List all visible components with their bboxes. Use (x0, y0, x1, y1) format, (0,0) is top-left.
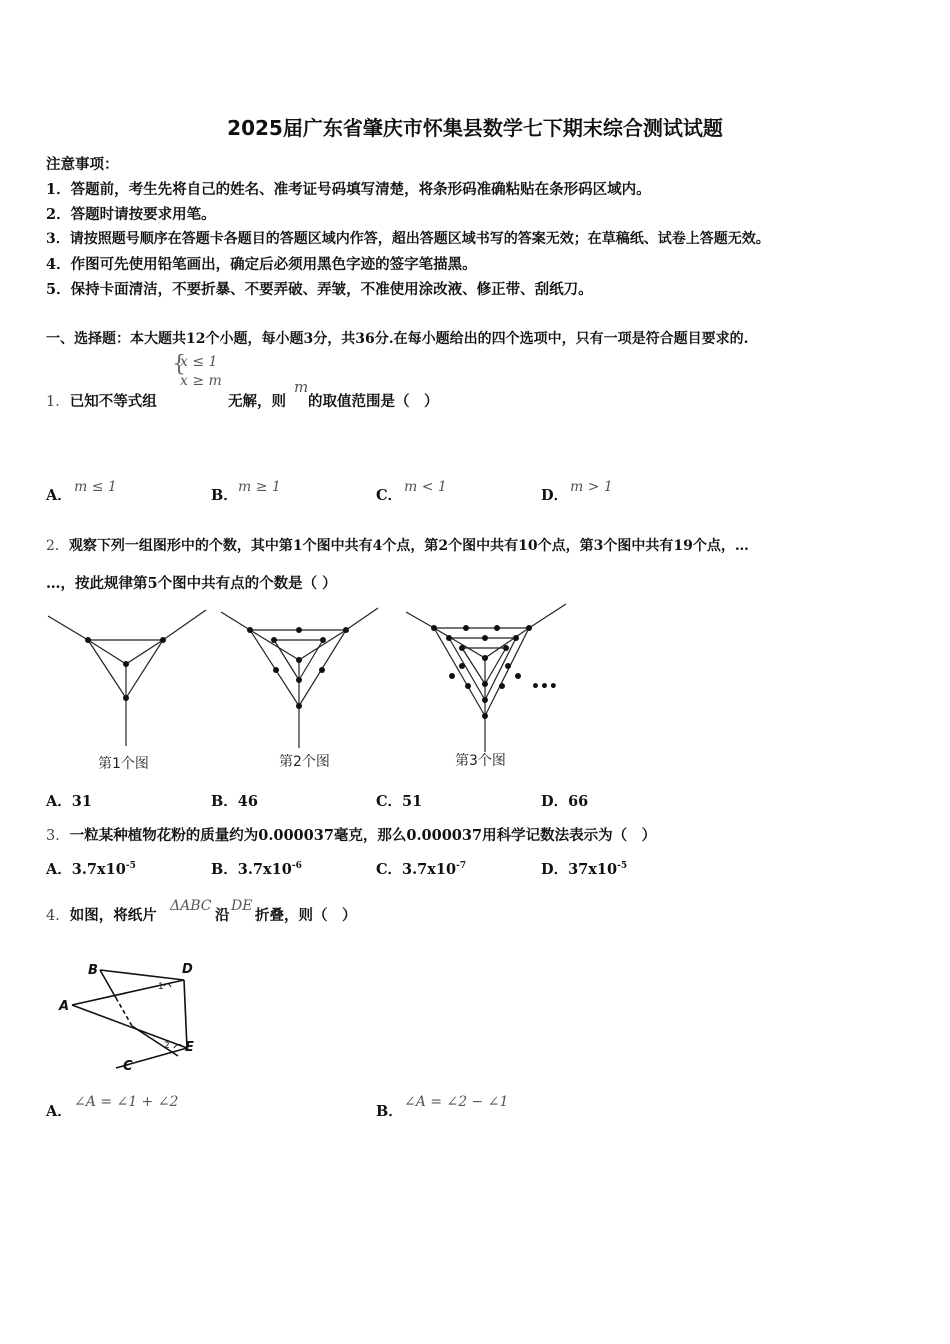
question-number: 3． (46, 828, 70, 844)
notice-item: 1．答题前，考生先将自己的姓名、准考证号码填写清楚，将条形码准确粘贴在条形码区域内。 (46, 181, 651, 198)
question-text: …，按此规律第5个图中共有点的个数是（ ） (46, 575, 337, 592)
option-b[interactable]: ∠A = ∠2 − ∠1 (404, 1094, 509, 1110)
notice-item: 5．保持卡面清洁，不要折暴、不要弄破、弄皱，不准使用涂改液、修正带、刮纸刀。 (46, 281, 593, 298)
dot-pattern-figure (44, 600, 584, 780)
option-d[interactable]: D．$37x10^{-5}$ (541, 861, 628, 878)
var-m: m (294, 378, 309, 396)
folded-triangle-figure (54, 956, 214, 1076)
option-c[interactable]: 51 (402, 793, 423, 810)
option-b[interactable]: 46 (237, 793, 258, 810)
figure-caption: 第3个图 (455, 753, 506, 769)
option-a[interactable]: 31 (71, 793, 92, 810)
triangle-abc: ΔABC (170, 898, 212, 914)
option-d[interactable]: 66 (568, 793, 589, 810)
ellipsis: ••• (531, 679, 558, 695)
option-label: B． (376, 1103, 403, 1120)
option-label: D． (541, 487, 569, 504)
page-title: 2025届广东省肇庆市怀集县数学七下期末综合测试试题 (227, 116, 723, 140)
system-line-2: x ≥ m (180, 373, 222, 389)
option-a[interactable]: A．$3.7x10^{-5}$ (46, 861, 136, 878)
option-a[interactable]: ∠A = ∠1 + ∠2 (74, 1094, 179, 1110)
option-c[interactable]: C．$3.7x10^{-7}$ (376, 861, 467, 878)
label-a: A (59, 999, 70, 1014)
option-label: B． (211, 487, 238, 504)
question-number: 2． (46, 538, 69, 554)
section-heading: 一、选择题：本大题共12个小题，每小题3分，共36分.在每小题给出的四个选项中，只有一项是符合题目要求的. (46, 331, 749, 347)
option-a[interactable]: m ≤ 1 (74, 479, 117, 495)
question-number: 4． (46, 908, 70, 924)
angle-2-label: 2 (164, 1041, 170, 1051)
option-b[interactable]: B．$3.7x10^{-6}$ (211, 861, 302, 878)
brace-icon: { (172, 352, 186, 377)
label-d: D (182, 962, 193, 977)
option-d[interactable]: m > 1 (570, 479, 613, 495)
label-e: E (185, 1040, 194, 1055)
notice-heading: 注意事项： (46, 156, 119, 173)
label-b: B (88, 963, 98, 978)
segment-de: DE (231, 898, 253, 914)
figure-caption: 第1个图 (98, 756, 149, 772)
notice-item: 2．答题时请按要求用笔。 (46, 206, 216, 223)
option-label: A． (46, 487, 72, 504)
label-c: C (123, 1059, 133, 1074)
option-b[interactable]: m ≥ 1 (238, 479, 281, 495)
system-line-1: x ≤ 1 (180, 354, 218, 370)
question-number: 1． (46, 394, 70, 410)
option-label: A． (46, 1103, 72, 1120)
figure-caption: 第2个图 (279, 754, 330, 770)
notice-item: 4．作图可先使用铅笔画出，确定后必须用黑色字迹的签字笔描黑。 (46, 256, 477, 273)
angle-1-label: 1 (158, 982, 164, 992)
notice-item: 3．请按照题号顺序在答题卡各题目的答题区域内作答，超出答题区域书写的答案无效；在草稿纸、试卷上答题无效。 (46, 231, 770, 247)
option-c[interactable]: m < 1 (404, 479, 447, 495)
option-label: C． (376, 487, 403, 504)
